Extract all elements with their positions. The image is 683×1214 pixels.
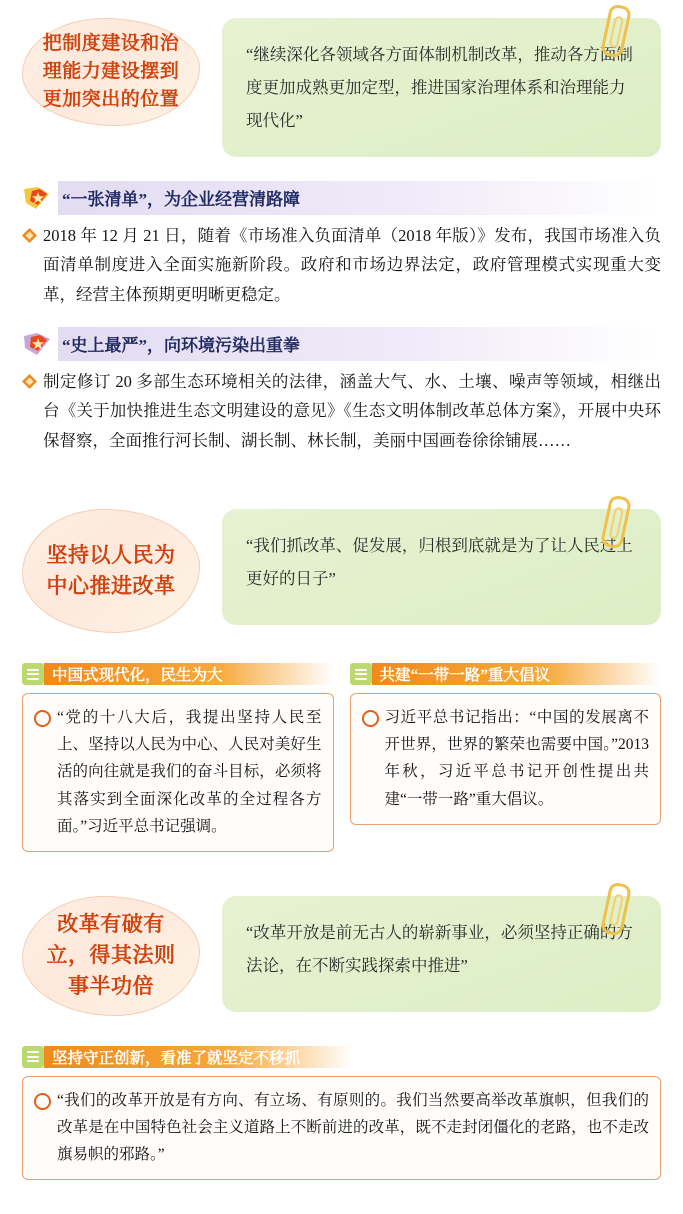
spacer [0,639,683,655]
section-2-header [0,491,683,639]
section-1-headline-blob [22,18,200,126]
spacer [0,1180,683,1188]
column-right-card-text: 习近平总书记指出：“中国的发展离不开世界，世界的繁荣也需要中国。”2013 年秋，习近平总书记开创性提出共建“一带一路”重大倡议。 [384,709,649,808]
sub-heading-1-band [58,181,661,215]
spacer [0,1022,683,1038]
paragraph-2-text: 制定修订 20 多部生态环境相关的法律，涵盖大气、水、土壤、噪声等领域，相继出台《关于加快推进生态文明建设的意见》《生态文明体制改革总体方案》，开展中央环保督察，全面推行河长制、湖长制、林长制，美丽中国画卷徐徐铺展…… [43,372,661,450]
sub-heading-2-text: “史上最严”，向环境污染出重拳 [62,336,300,356]
section-3-tag [22,1046,661,1068]
list-tag-icon [22,1046,44,1068]
sub-heading-1 [22,181,661,215]
column-left-card [22,693,334,852]
paragraph-1 [22,221,661,309]
section-3-header [0,878,683,1022]
section-1-header [0,0,683,163]
diamond-bullet-icon [22,228,37,243]
section-3-card-text: “我们的改革开放是有方向、有立场、有原则的。我们当然要高举改革旗帜，但我们的改革是在中国特色社会主义道路上不断前进的改革，既不走封闭僵化的老路，也不走改旗易帜的邪路。” [57,1091,649,1164]
section-2-quote-card [222,509,661,625]
sub-heading-2 [22,327,661,361]
diamond-bullet-icon [22,374,37,389]
list-tag-icon [22,663,44,685]
spacer [0,465,683,491]
section-3-card [22,1076,661,1180]
section-3-headline-text: 改革有破有立，得其法则事半功倍 [46,912,176,999]
sub-heading-2-band [58,327,661,361]
star-badge-icon [22,185,52,211]
section-1-quote-text: “继续深化各领域各方面体制机制改革，推动各方面制度更加成熟更加定型，推进国家治理体系和治理能力现代化” [246,45,633,130]
column-left-tag-text: 中国式现代化，民生为大 [52,667,223,685]
list-tag-icon [350,663,372,685]
star-badge-icon [22,331,52,357]
column-right-tag-text: 共建“一带一路”重大倡议 [379,667,551,685]
section-3-quote-card [222,896,661,1012]
column-right-tag-band [372,663,662,685]
column-left-card-text: “党的十八大后，我提出坚持人民至上、坚持以人民为中心、人民对美好生活的向往就是我们的奋斗目标，必须将其落实到全面深化改革的全过程各方面。”习近平总书记强调。 [57,709,322,835]
section-2-headline-text: 坚持以人民为中心推进改革 [46,543,176,599]
section-3-tag-band [44,1046,352,1068]
section-1-quote-card [222,18,661,157]
section-2-quote-text: “我们抓改革、促发展，归根到底就是为了让人民过上更好的日子” [246,536,633,589]
column-left-tag [22,663,334,685]
section-2-columns [22,663,661,852]
section-3-tag-text: 坚持守正创新，看准了就坚定不移抓 [52,1049,301,1067]
column-right-tag [350,663,662,685]
sub-heading-1-text: “一张清单”，为企业经营清路障 [62,190,300,209]
section-3-quote-text: “改革开放是前无古人的崭新事业，必须坚持正确的方法论，在不断实践探索中推进” [246,922,633,975]
section-1-headline-text: 把制度建设和治理能力建设摆到更加突出的位置 [42,32,180,111]
section-3-full-block [22,1046,661,1180]
section-2-headline-blob [22,509,200,633]
paragraph-2 [22,367,661,455]
column-right-card [350,693,662,825]
section-3-headline-blob [22,896,200,1016]
column-left [22,663,334,852]
paragraph-1-text: 2018 年 12 月 21 日，随着《市场准入负面清单（2018 年版）》发布，我国市场准入负面清单制度进入全面实施新阶段。政府和市场边界法定，政府管理模式实现重大变革，经营主体预期更明晰更稳定。 [43,226,661,304]
ring-bullet-icon [34,710,51,727]
spacer [0,852,683,878]
column-right [350,663,662,852]
ring-bullet-icon [34,1093,51,1110]
column-left-tag-band [44,663,334,685]
ring-bullet-icon [362,710,379,727]
